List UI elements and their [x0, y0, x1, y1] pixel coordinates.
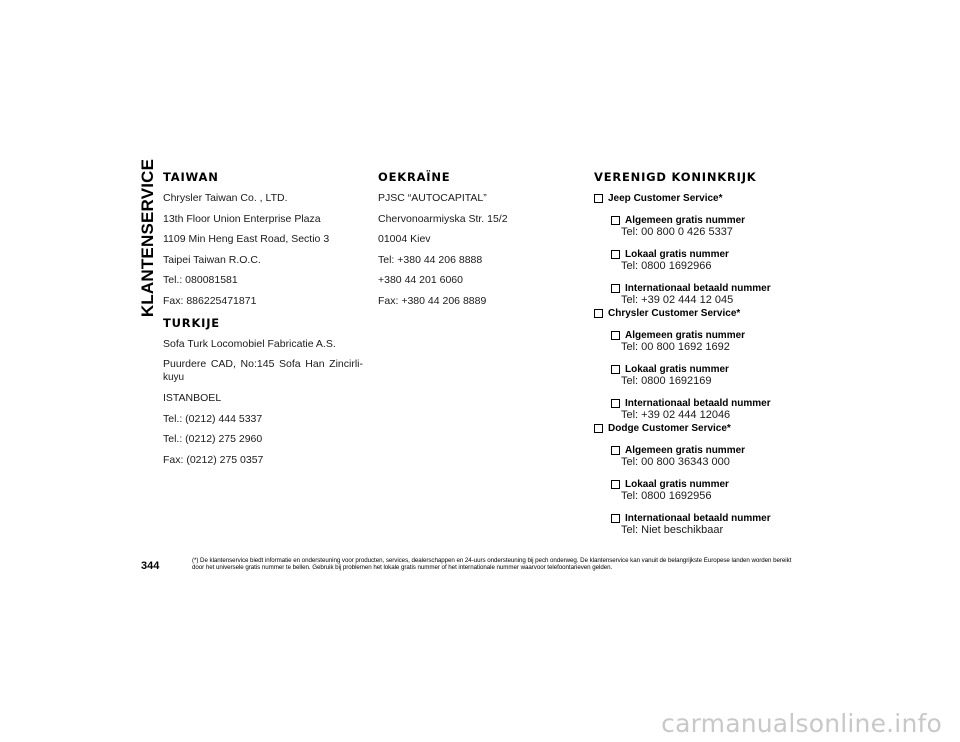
service-item — [611, 214, 834, 239]
service-item-label: Lokaal gratis nummer — [625, 478, 729, 490]
service-item-heading — [611, 363, 834, 375]
service-name: Jeep Customer Service* — [608, 193, 723, 204]
checkbox-square-icon — [611, 399, 620, 408]
taiwan-line: Tel.: 080081581 — [163, 274, 238, 286]
service-item-tel: Tel: Niet beschikbaar — [621, 524, 724, 536]
checkbox-square-icon — [611, 284, 620, 293]
service-item-heading — [611, 329, 834, 341]
checkbox-square-icon — [594, 194, 603, 203]
checkbox-square-icon — [611, 331, 620, 340]
oekraine-line: Tel: +380 44 206 8888 — [378, 253, 483, 266]
checkbox-square-icon — [594, 309, 603, 318]
column-oekraine — [378, 170, 578, 315]
heading-verenigd-koninkrijk: VERENIGD KONINKRIJK — [594, 170, 757, 184]
service-item-label: Algemeen gratis nummer — [625, 214, 746, 226]
service-block-chrysler — [594, 307, 834, 422]
service-item — [611, 363, 834, 388]
oekraine-line: Chervonoarmiyska Str. 15/2 — [378, 212, 508, 225]
checkbox-square-icon — [611, 480, 620, 489]
checkbox-square-icon — [611, 514, 620, 523]
service-item — [611, 512, 834, 537]
checkbox-square-icon — [611, 250, 620, 259]
turkije-line: Sofa Turk Locomobiel Fabricatie A.S. — [163, 337, 336, 350]
checkbox-square-icon — [611, 446, 620, 455]
service-item-tel: Tel: 00 800 0 426 5337 — [621, 226, 733, 238]
taiwan-line: 1109 Min Heng East Road, Sectio 3 — [163, 233, 330, 245]
service-item — [611, 282, 834, 307]
taiwan-line: Chrysler Taiwan Co. , LTD. — [163, 192, 288, 204]
service-item-label: Algemeen gratis nummer — [625, 444, 746, 456]
checkbox-square-icon — [611, 365, 620, 374]
service-heading — [594, 192, 834, 205]
column-taiwan-turkije — [163, 170, 363, 474]
service-item-tel: Tel: 0800 1692956 — [621, 490, 712, 502]
service-item-heading — [611, 214, 834, 226]
checkbox-square-icon — [611, 216, 620, 225]
service-item-heading — [611, 397, 834, 409]
taiwan-line: 13th Floor Union Enterprise Plaza — [163, 212, 321, 225]
service-item-label: Internationaal betaald nummer — [625, 512, 771, 524]
service-item-label: Internationaal betaald nummer — [625, 397, 771, 409]
service-heading — [594, 422, 834, 435]
oekraine-line: PJSC “AUTOCAPITAL” — [378, 192, 487, 204]
service-item-tel: Tel: 00 800 36343 000 — [621, 456, 730, 468]
section-side-tab-label: KLANTENSERVICE — [138, 158, 157, 318]
watermark: carmanualsonline.info — [661, 709, 942, 738]
service-item-tel: Tel: +39 02 444 12046 — [621, 409, 731, 421]
heading-taiwan: TAIWAN — [163, 170, 219, 184]
turkije-line: Tel.: (0212) 275 2960 — [163, 433, 263, 445]
service-item — [611, 248, 834, 273]
taiwan-line: Taipei Taiwan R.O.C. — [163, 253, 261, 266]
service-item-label: Algemeen gratis nummer — [625, 329, 746, 341]
heading-turkije: TURKIJE — [163, 315, 220, 330]
service-item-tel: Tel: 0800 1692169 — [621, 375, 712, 387]
oekraine-line: Fax: +380 44 206 8889 — [378, 294, 487, 307]
service-item-label: Internationaal betaald nummer — [625, 282, 771, 294]
service-item-tel: Tel: 0800 1692966 — [621, 260, 712, 272]
service-item-label: Lokaal gratis nummer — [625, 248, 729, 260]
turkije-line: Fax: (0212) 275 0357 — [163, 453, 264, 466]
turkije-line: kuyu — [163, 372, 185, 383]
oekraine-line: 01004 Kiev — [378, 233, 431, 245]
footnote: (*) De klantenservice biedt informatie en ondersteuning voor producten, services, dealerschappen en 24-uurs ondersteuning bij pech onderweg. De klantenservice kan vanuit de belangrijkste Europese landen worden bereikt door het universele gratis nummer te bellen. Gebruik bij problemen het lokale gratis nummer of het internationale nummer waarvoor telefoontarieven gelden. — [192, 557, 792, 572]
service-item-heading — [611, 248, 834, 260]
service-item-heading — [611, 444, 834, 456]
service-item — [611, 397, 834, 422]
service-item-heading — [611, 512, 834, 524]
oekraine-line: +380 44 201 6060 — [378, 274, 463, 286]
service-item-heading — [611, 478, 834, 490]
service-name: Chrysler Customer Service* — [608, 308, 741, 319]
turkije-line: Tel.: (0212) 444 5337 — [163, 412, 263, 425]
column-verenigd-koninkrijk — [594, 170, 834, 537]
service-item — [611, 444, 834, 469]
service-item — [611, 478, 834, 503]
page-number: 344 — [141, 560, 160, 572]
heading-oekraine: OEKRAÏNE — [378, 170, 451, 184]
service-block-dodge — [594, 422, 834, 537]
service-name: Dodge Customer Service* — [608, 423, 731, 434]
service-heading — [594, 307, 834, 320]
service-item-heading — [611, 282, 834, 294]
checkbox-square-icon — [594, 424, 603, 433]
service-item-label: Lokaal gratis nummer — [625, 363, 729, 375]
turkije-line: ISTANBOEL — [163, 392, 222, 404]
service-item — [611, 329, 834, 354]
section-side-tab — [138, 158, 158, 318]
service-item-tel: Tel: 00 800 1692 1692 — [621, 341, 730, 353]
taiwan-line: Fax: 886225471871 — [163, 294, 257, 307]
turkije-line: Puurdere CAD, No:145 Sofa Han Zincirli- — [163, 358, 363, 370]
service-item-tel: Tel: +39 02 444 12 045 — [621, 294, 734, 306]
service-block-jeep — [594, 192, 834, 307]
